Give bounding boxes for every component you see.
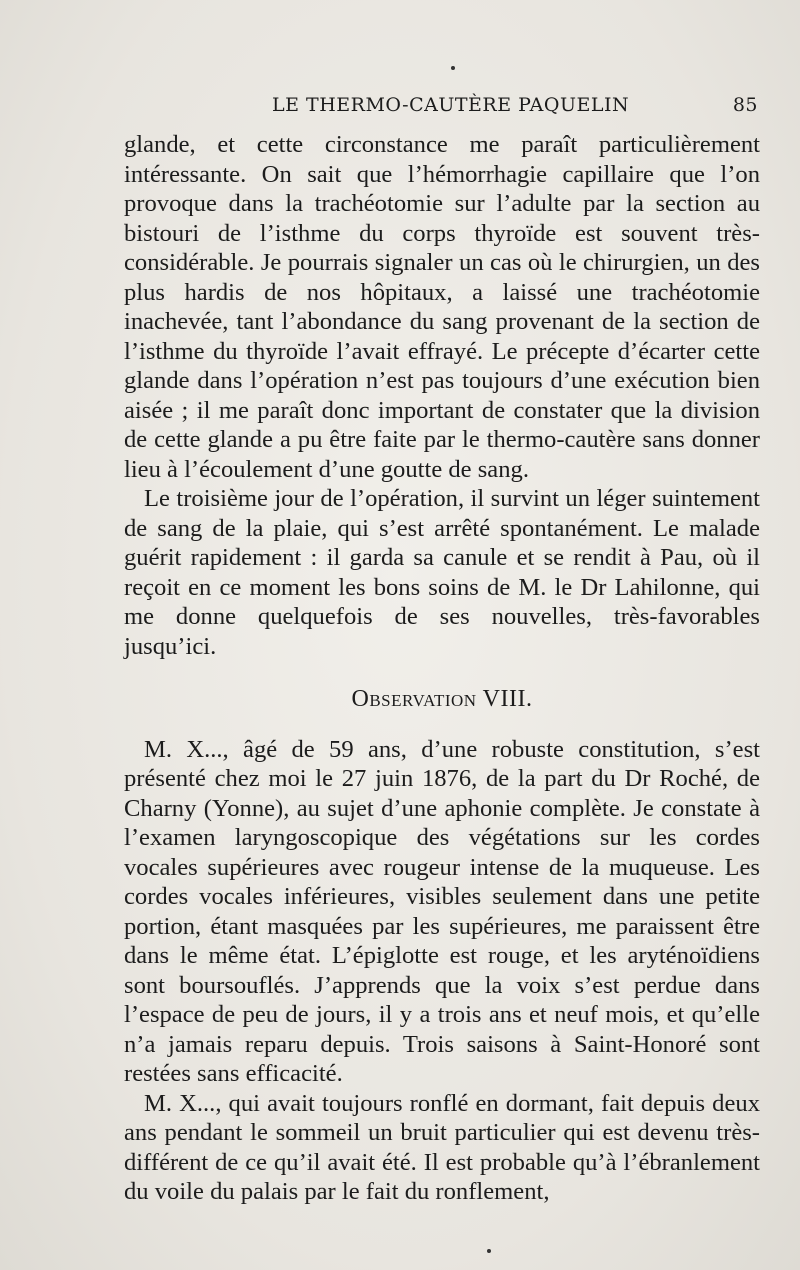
page-number: 85 xyxy=(732,94,758,116)
body-text xyxy=(124,130,760,1207)
observation-heading-number: VIII. xyxy=(482,686,533,712)
paragraph-1: glande, et cette circonstance me paraît particulièrement intéressante. On sait que l’hémorrhagie capillaire que l’on provoque dans la trachéotomie sur l’adulte par la section au bistouri de l’isthme du corps thyroïde est souvent très-considérable. Je pourrais signaler un cas où le chirurgien, un des plus hardis de nos hôpitaux, a laissé une trachéotomie inachevée, tant l’abondance du sang provenant de la section de l’isthme du thyroïde l’avait effrayé. Le précepte d’écarter cette glande dans l’opération n’est pas toujours d’une exécution bien aisée ; il me paraît donc important de constater que la division de cette glande a pu être faite par le thermo-cautère sans donner lieu à l’écoulement d’une goutte de sang. xyxy=(124,131,760,483)
observation-heading xyxy=(124,685,760,715)
paragraph-4: M. X..., qui avait toujours ronflé en dormant, fait depuis deux ans pendant le sommeil un bruit particulier qui est devenu très-différent de ce qu’il avait été. Il est probable qu’à l’ébranlement du voile du palais par le fait du ronflement, xyxy=(124,1089,760,1205)
ink-speck xyxy=(487,1249,491,1253)
ink-speck xyxy=(451,66,455,70)
page-header xyxy=(124,94,760,124)
observation-heading-label: Observation xyxy=(351,686,477,712)
running-title: LE THERMO-CAUTÈRE PAQUELIN xyxy=(272,94,630,116)
paragraph-3: M. X..., âgé de 59 ans, d’une robuste constitution, s’est présenté chez moi le 27 juin 1876, de la part du Dr Roché, de Charny (Yonne), au sujet d’une aphonie complète. Je constate à l’examen laryngoscopique des végétations sur les cordes vocales supérieures avec rougeur intense de la muqueuse. Les cordes vocales inférieures, visibles seulement dans une petite portion, étant masquées par les supérieures, me paraissent être dans le même état. L’épiglotte est rouge, et les aryténoïdiens sont boursouflés. J’apprends que la voix s’est perdue dans l’espace de peu de jours, il y a trois ans et neuf mois, et qu’elle n’a jamais reparu depuis. Trois saisons à Saint-Honoré sont restées sans efficacité. xyxy=(124,735,760,1087)
paragraph-2: Le troisième jour de l’opération, il survint un léger suintement de sang de la plaie, qui s’est arrêté spontanément. Le malade guérit rapidement : il garda sa canule et se rendit à Pau, où il reçoit en ce moment les bons soins de M. le Dr Lahilonne, qui me donne quelquefois de ses nouvelles, très-favorables jusqu’ici. xyxy=(124,485,760,660)
